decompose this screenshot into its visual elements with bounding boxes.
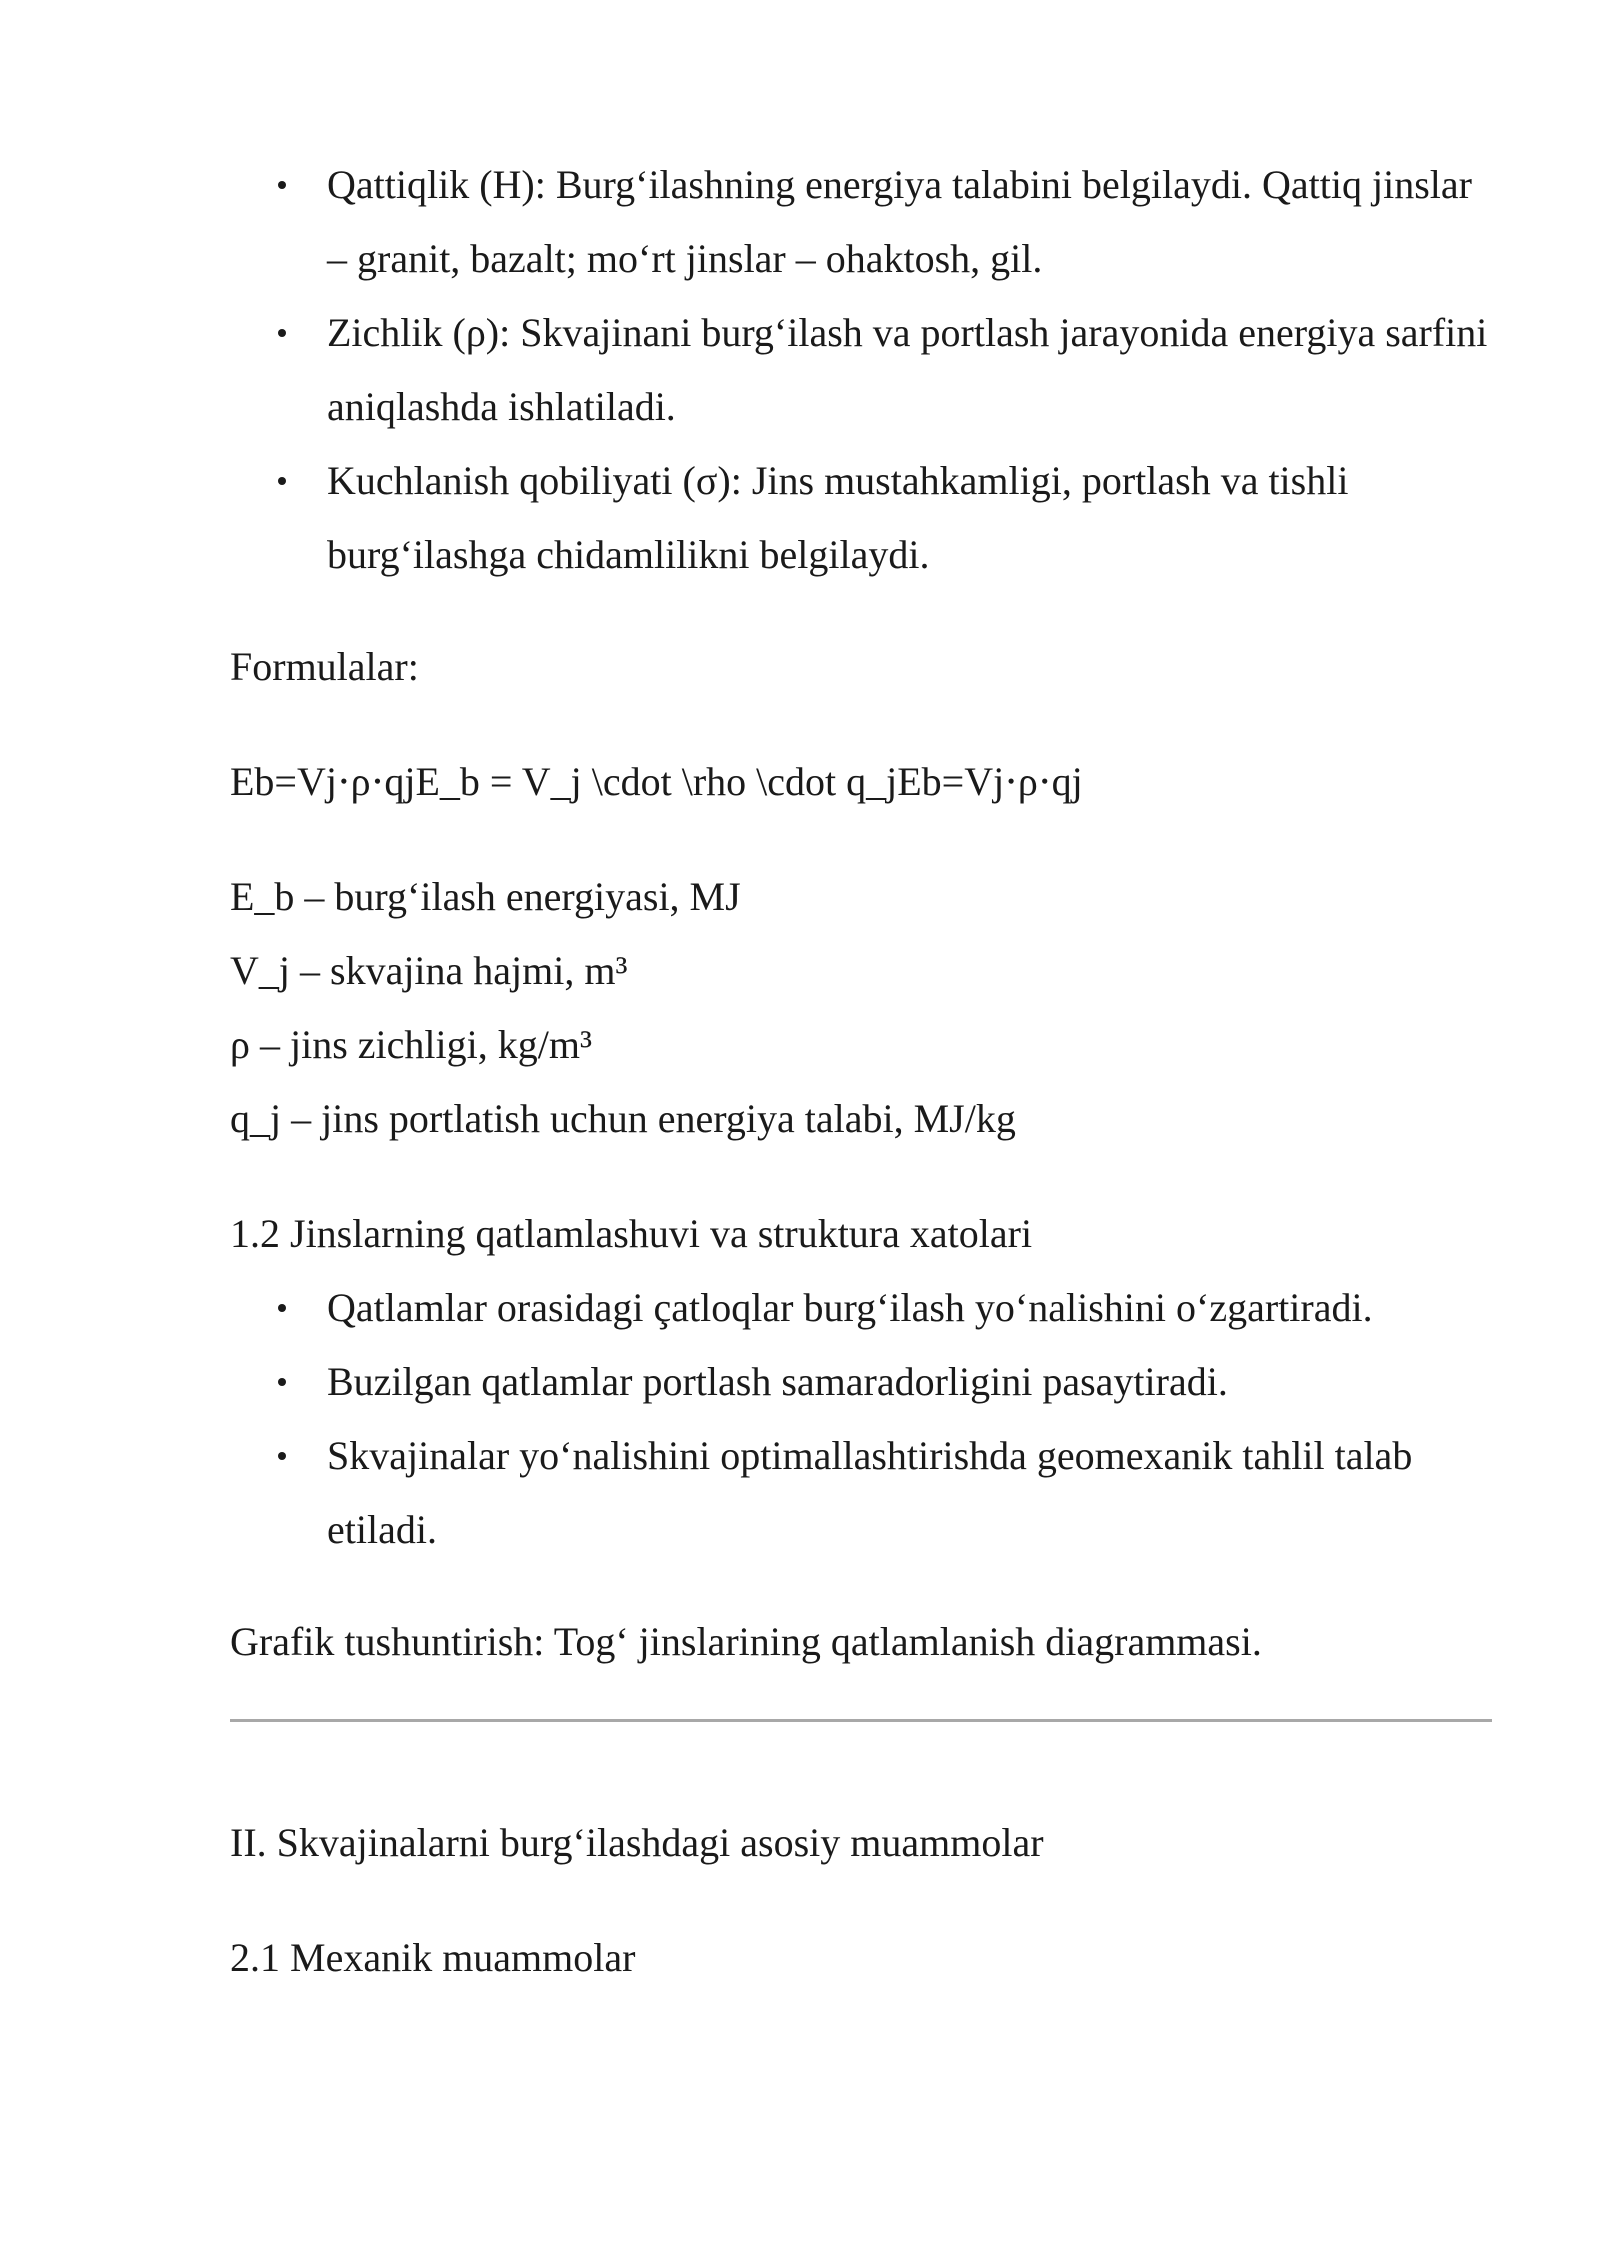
list-item — [230, 1345, 1490, 1419]
formula-definitions — [230, 860, 1490, 1156]
section-2-1-heading: 2.1 Mexanik muammolar — [230, 1935, 636, 1980]
definition-line: E_b – burg‘ilash energiyasi, MJ — [230, 874, 741, 919]
bullet-icon — [278, 181, 286, 189]
formulas-heading: Formulalar: — [230, 644, 419, 689]
formula-text: Eb=Vj⋅ρ⋅qjE_b = V_j \cdot \rho \cdot q_jEb=Vj⋅ρ⋅qj — [230, 759, 1083, 804]
list-item-text: Zichlik (ρ): Skvajinani burg‘ilash va portlash jarayonida energiya sarfini aniqlashda ishlatiladi. — [327, 310, 1488, 429]
bullet-icon — [278, 1378, 286, 1386]
definition-line: ρ – jins zichligi, kg/m³ — [230, 1022, 592, 1067]
bullet-icon — [278, 477, 286, 485]
bullet-icon — [278, 329, 286, 337]
stratification-list — [230, 1271, 1490, 1567]
list-item — [230, 1271, 1490, 1345]
list-item-text: Qatlamlar orasidagi çatloqlar burg‘ilash yo‘nalishini o‘zgartiradi. — [327, 1285, 1373, 1330]
horizontal-divider — [230, 1719, 1492, 1722]
chapter-2-heading: II. Skvajinalarni burg‘ilashdagi asosiy muammolar — [230, 1820, 1044, 1865]
list-item — [230, 444, 1490, 592]
graphic-note: Grafik tushuntirish: Tog‘ jinslarining qatlamlanish diagrammasi. — [230, 1619, 1262, 1664]
list-item — [230, 1419, 1490, 1567]
list-item-text: Buzilgan qatlamlar portlash samaradorligini pasaytiradi. — [327, 1359, 1228, 1404]
bullet-icon — [278, 1304, 286, 1312]
list-item — [230, 148, 1490, 296]
document-page — [230, 148, 1490, 1995]
section-1-2-heading: 1.2 Jinslarning qatlamlashuvi va struktura xatolari — [230, 1211, 1033, 1256]
list-item-text: Kuchlanish qobiliyati (σ): Jins mustahkamligi, portlash va tishli burg‘ilashga chidamlilikni belgilaydi. — [327, 458, 1349, 577]
bullet-icon — [278, 1452, 286, 1460]
list-item-text: Skvajinalar yo‘nalishini optimallashtirishda geomexanik tahlil talab etiladi. — [327, 1433, 1413, 1552]
list-item-text: Qattiqlik (H): Burg‘ilashning energiya talabini belgilaydi. Qattiq jinslar – granit, bazalt; mo‘rt jinslar – ohaktosh, gil. — [327, 162, 1472, 281]
rock-properties-list — [230, 148, 1490, 592]
list-item — [230, 296, 1490, 444]
definition-line: q_j – jins portlatish uchun energiya talabi, MJ/kg — [230, 1096, 1016, 1141]
definition-line: V_j – skvajina hajmi, m³ — [230, 948, 628, 993]
